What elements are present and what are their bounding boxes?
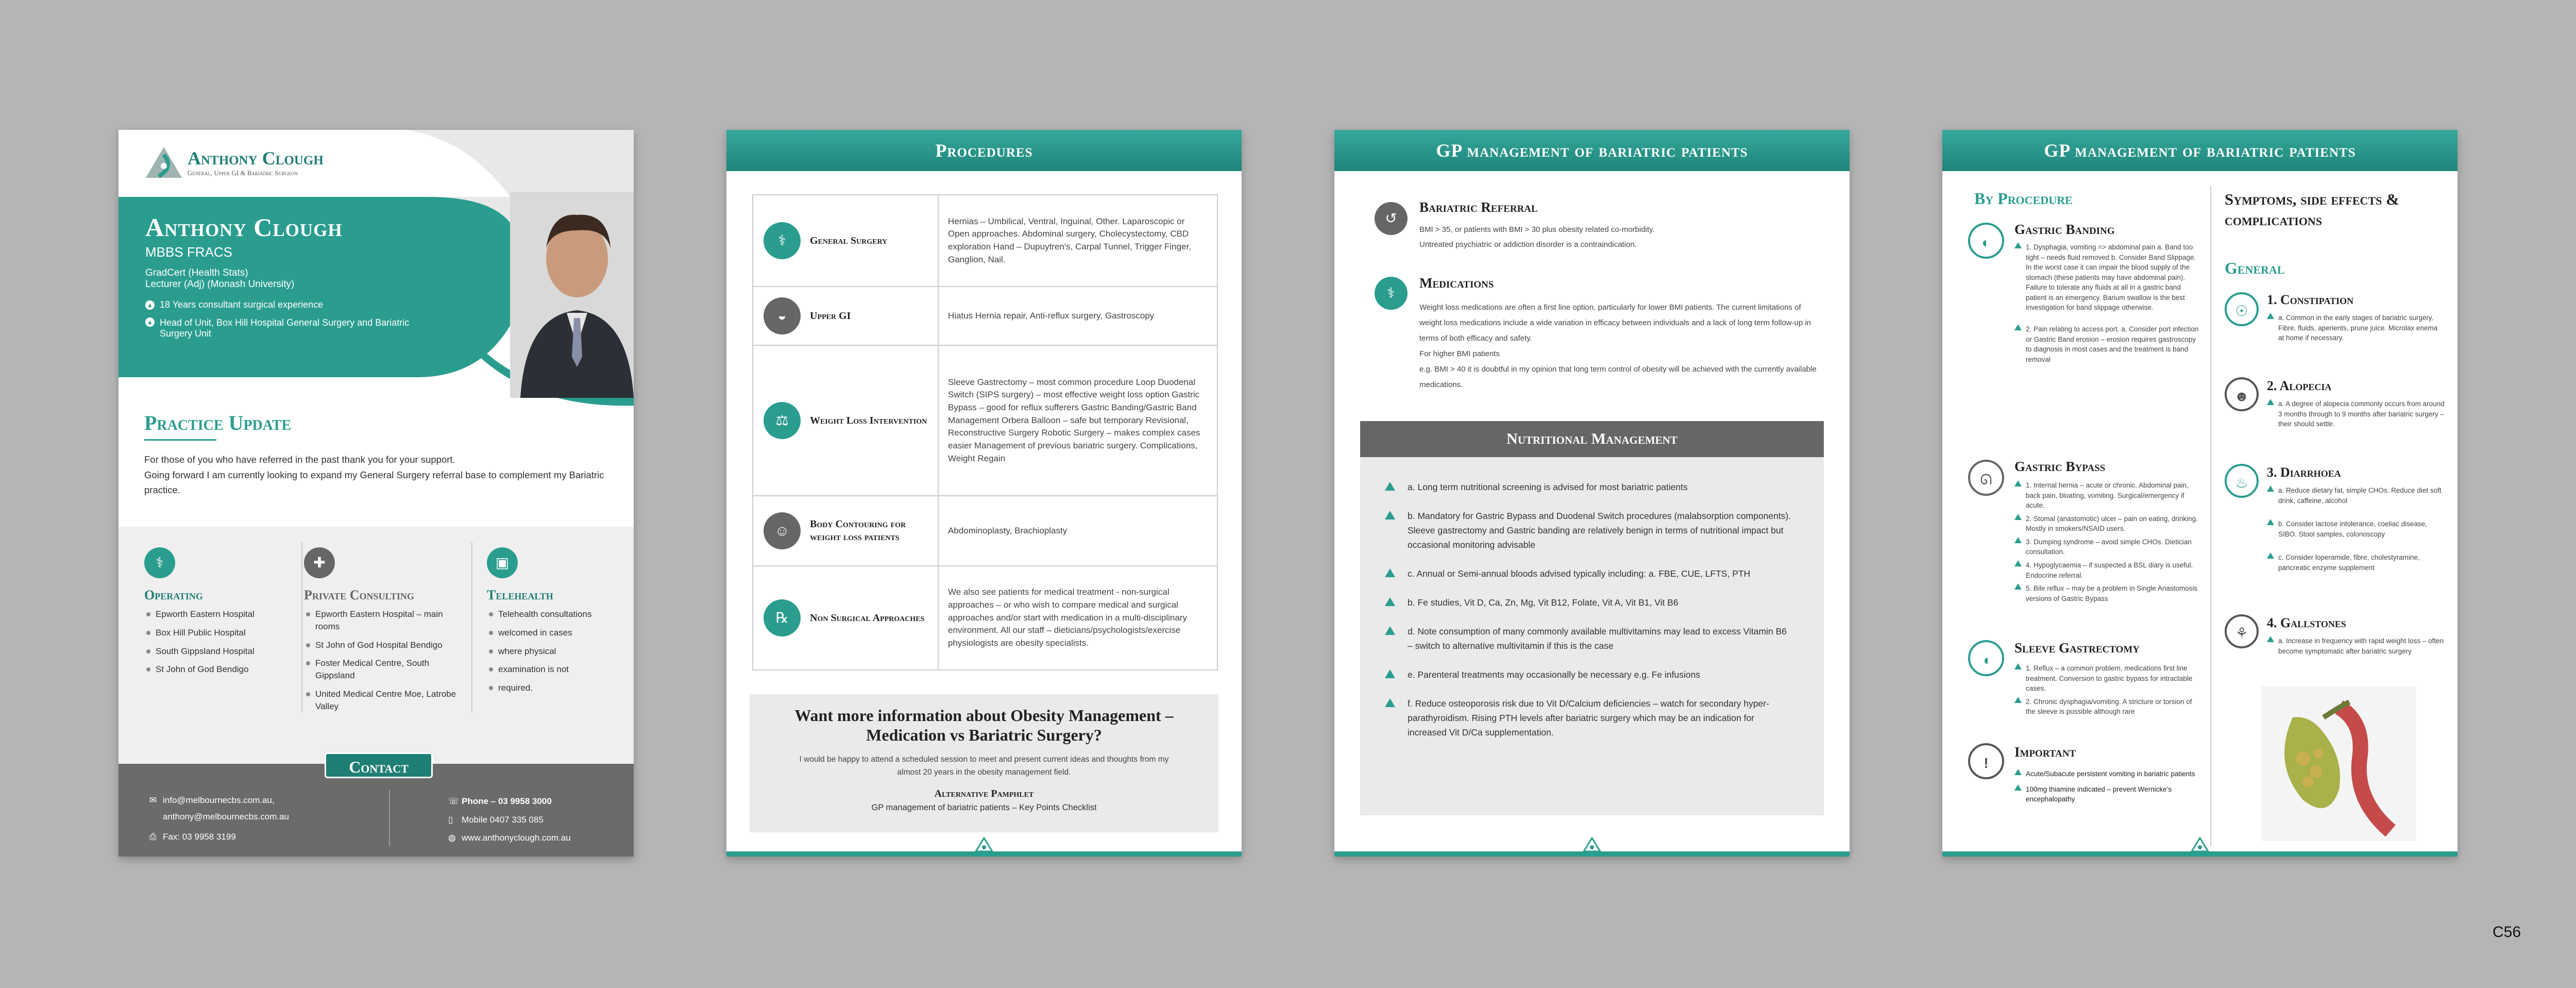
constipation-text: a. Common in the early stages of bariatric surgery. Fibre, fluids, aperients, prune juice. Microlax enema at home if necessary. [2267,313,2445,343]
alt-pamphlet-title: Alternative Pamphlet [934,788,1034,800]
more-info-box [750,694,1218,832]
list-item: 2. Chronic dysphagia/vomiting. A stricture or torsion of the sleeve is possible although rare [2014,697,2200,717]
alopecia-icon: ☻ [2225,377,2259,411]
constipation-title: 1. Constipation [2267,292,2354,307]
gallstones-icon: ⚘ [2225,614,2259,648]
surgeon-photo [510,192,634,398]
triangle-icon [1385,698,1395,707]
contact-button[interactable]: Contact [325,752,433,778]
operating-list: Epworth Eastern Hospital Box Hill Public Hospital South Gippsland Hospital St John of God Bendigo [144,608,283,676]
triangle-icon [1385,626,1395,635]
more-info-text: I would be happy to attend a scheduled session to meet and present current ideas and thoughts from my almost 20 years in the obesity management field. [799,755,1169,777]
column-divider [2210,187,2211,846]
list-item: 4. Hypoglycaemia – if suspected a BSL diary is useful. Endocrine referral. [2014,560,2200,580]
footer-logo-icon [975,837,993,852]
gp-management-header-2: GP management of bariatric patients [1942,130,2458,171]
list-item: 3. Dumping syndrome – avoid simple CHOs. Dietician consultation. [2014,537,2200,557]
procedures-header: Procedures [726,130,1242,171]
gallbladder-illustration [2262,686,2416,841]
important-list [2014,769,2200,808]
gp-management-page-2 [1942,130,2458,857]
gastric-banding-title: Gastric Banding [2014,222,2115,237]
mobile-icon: ▯ [448,814,453,825]
procedures-page [726,130,1242,857]
table-row: ☺ Body Contouring for weight loss patients Abdominoplasty, Brachioplasty [753,496,1217,566]
body-icon: ☺ [764,512,801,549]
medications-text: Weight loss medications are often a first line option, particularly for lower BMI patients. The current limitations of weight loss medications include a wide variation in efficacy between individuals and a lack of long term follow-up in terms of both efficacy and safety. For higher BMI patients e.g. BMI > 40 it is doubtful in my opinion that long term control of obesity will be achieved with the currently available medications. [1419,303,1817,389]
stomach-band-icon: ◐ [1968,223,2004,259]
phone-icon: ☏ [448,796,460,806]
email-icon: ✉ [149,795,157,805]
gastric-bypass-title: Gastric Bypass [2014,459,2106,474]
list-item: f. Reduce osteoporosis risk due to Vit D/Calcium deficiencies – watch for secondary hyper-parathyroidism. Rising PTH levels after bariatric surgery which may be an indication for increased Vit D/Ca supplementation. [1381,696,1793,740]
symptoms-title: Symptoms, side effects & complications [2225,190,2399,229]
triangle-icon [2014,324,2022,330]
table-row: ◒ Upper GI Hiatus Hernia repair, Anti-reflux surgery, Gastroscopy [753,287,1217,346]
logo-mark-icon [143,144,184,180]
footer-logo-icon [1583,837,1601,852]
telehealth-heading: Telehealth [487,588,553,602]
divider [301,542,302,712]
pill-icon: ℞ [764,599,801,637]
doctor-degree: MBBS FRACS [145,244,233,260]
operating-heading: Operating [144,588,203,602]
doctor-info [145,212,434,339]
constipation-icon: ☉ [2225,292,2259,326]
list-item: Acute/Subacute persistent vomiting in bariatric patients [2014,769,2200,779]
telehealth-column [487,547,621,700]
update-body: For those of you who have referred in the past thank you for your support. Going forward I am currently looking to expand my General Surgery referral base to complement my Bariatric practice. [144,454,604,496]
triangle-icon [1385,597,1395,606]
list-item: d. Note consumption of many commonly available multivitamins may lead to excess Vitamin B6 – switch to alternative multivitamin if this is the case [1381,624,1793,653]
gastric-banding-text: 1. Dysphagia, vomiting => abdominal pain a. Band too tight – needs fluid removed b. Consider Band Slippage. In the worst case it can impair the blood supply of the stomach (these patients may have abdominal pain). Failure to tolerate any fluids at all in a gastric band patient is an emergency. Barium swallow is the best investigation for band slippage otherwise. 2. Pain relating to access port. a. Consider port infection or Gastric Band erosion – erosion requires gastroscopy to diagnosis in most cases and the treatment is band removal [2014,242,2200,364]
triangle-icon [2267,519,2274,525]
medication-icon: ⚕ [1375,277,1408,310]
diarrhoea-text: a. Reduce dietary fat, simple CHOs. Reduce diet soft drink, caffeine, alcohol b. Consider lactose intolerance, coeliac disease, SIBO. Stool samples, colonoscopy c. Consider loperamide, fibre, cholestyramine, pancreatic enzyme supplement [2267,485,2445,573]
divider [389,790,390,846]
gp-management-page-1 [1334,130,1850,857]
contact-right: ☏ Phone – 03 9958 3000 ▯ Mobile 0407 335 085 ◍ www.anthonyclough.com.au [448,792,571,847]
gp-management-header: GP management of bariatric patients [1334,130,1850,171]
divider [471,542,472,712]
by-procedure-title: By Procedure [1974,189,2073,208]
triangle-icon [2267,636,2274,642]
gallstones-title: 4. Gallstones [2267,615,2346,630]
surgery-icon: ⚕ [764,222,801,259]
diarrhoea-icon: ♨ [2225,464,2259,498]
list-item: 100mg thiamine indicated – prevent Wernicke's encephalopathy [2014,784,2200,805]
operating-column [144,547,283,682]
sleeve-gastrectomy-title: Sleeve Gastrectomy [2014,640,2140,656]
general-title: General [2225,259,2285,277]
nutrition-panel [1360,457,1824,815]
gallstones-text: a. Increase in frequency with rapid weight loss – often become symptomatic after bariatric surgery [2267,636,2445,656]
diarrhoea-title: 3. Diarrhoea [2267,465,2341,480]
doctor-qual-1: GradCert (Health Stats) [145,267,248,278]
sleeve-list [2014,663,2200,720]
doctor-name: Anthony Clough [145,213,343,242]
email-link-2[interactable]: anthony@melbournecbs.com.au [163,812,290,822]
title-underline [144,439,216,441]
consulting-icon: ✚ [304,547,335,578]
logo [143,144,324,180]
table-row: ⚕ General Surgery Hernias – Umbilical, Ventral, Inguinal, Other. Laparoscopic or Open approaches. Abdominal surgery, Cholecystectomy, CBD exploration Hand – Dupuytren's, Carpal Tunnel, Trigger Finger, Ganglion, Nail. [753,195,1217,287]
list-item: 1. Internal hernia – acute or chronic. Abdominal pain, back pain, bloating, vomiting. Surgical/emergency if acute. [2014,480,2200,511]
telehealth-icon: ▣ [487,547,518,578]
list-item: e. Parenteral treatments may occasionally be necessary e.g. Fe infusions [1381,667,1793,682]
triangle-icon [2267,485,2274,492]
list-item: b. Mandatory for Gastric Bypass and Duodenal Switch procedures (malabsorption components). Sleeve gastrectomy and Gastric banding are relatively benign in terms of nutritional impact but occasional monitoring advisable [1381,509,1793,552]
list-item: c. Annual or Semi-annual bloods advised typically including: a. FBE, CUE, LFTS, PTH [1381,566,1793,581]
nutrition-list [1360,457,1824,740]
list-item: a. Long term nutritional screening is advised for most bariatric patients [1381,480,1793,494]
consulting-heading: Private Consulting [304,588,414,602]
referral-text: BMI > 35, or patients with BMI > 30 plus obesity related co-morbidity. Untreated psychiatric or addiction disorder is a contraindication. [1419,225,1655,249]
triangle-icon [2267,399,2274,405]
important-title: Important [2014,744,2076,760]
list-item: b. Fe studies, Vit D, Ca, Zn, Mg, Vit B12, Folate, Vit A, Vit B1, Vit B6 [1381,595,1793,610]
triangle-icon [2267,313,2274,319]
gastric-bypass-list [2014,480,2200,607]
experience-line: ▲ 18 Years consultant surgical experience [145,299,434,310]
contact-left: ✉ info@melbournecbs.com.au, anthony@melbournecbs.com.au ⎙ Fax: 03 9958 3199 [149,792,289,845]
table-row: ℞ Non Surgical Approaches We also see patients for medical treatment - non-surgical approaches – or who wish to compare medical and surgical approaches and/or start with medication in a multi-disciplinary environment. All our staff – dieticians/psychologists/exercise physiologists are obesity specialists. [753,566,1217,669]
triangle-icon: ▲ [145,317,155,327]
fax-icon: ⎙ [149,831,157,842]
scale-icon: ⚖ [764,402,801,439]
procedures-table [752,194,1218,671]
alopecia-title: 2. Alopecia [2267,378,2332,393]
website-link[interactable]: www.anthonyclough.com.au [462,833,571,843]
operating-icon: ⚕ [144,547,175,578]
alopecia-text: a. A degree of alopecia commonly occurs from around 3 months through to 9 months after bariatric surgery – their should settle. [2267,399,2445,429]
globe-icon: ◍ [448,833,456,843]
corner-label: C56 [2493,924,2521,941]
logo-name: Anthony Clough [188,148,324,169]
triangle-icon: ▲ [145,300,155,310]
sleeve-icon: ◖ [1968,640,2004,676]
logo-tagline: General, Upper GI & Bariatric Surgeon [188,169,298,177]
list-item: 5. Bile reflux – may be a problem in Single Anastomosis versions of Gastric Bypass [2014,583,2200,604]
triangle-icon [2267,552,2274,559]
nutrition-header: Nutritional Management [1360,421,1824,457]
triangle-icon [2014,242,2022,248]
more-info-title: Want more information about Obesity Management – Medication vs Bariatric Surgery? [794,706,1174,745]
referral-icon: ↺ [1375,202,1408,235]
doctor-qual-2: Lecturer (Adj) (Monash University) [145,279,295,290]
telehealth-list: Telehealth consultations welcomed in cases where physical examination is not required. [487,608,621,694]
consulting-list: Epworth Eastern Hospital – main rooms St John of God Hospital Bendigo Foster Medical Centre, South Gippsland United Medical Centre Moe, Latrobe Valley [304,608,469,713]
table-row: ⚖ Weight Loss Intervention Sleeve Gastrectomy – most common procedure Loop Duodenal Switch (SIPS surgery) – most effective weight loss option Gastric Bypass – good for reflux sufferers Gastric Banding/Gastric Band Management Orbera Balloon – safe but temporary Revisional, Reconstructive Surgery Robotic Surgery – makes complex cases easier Management of previous bariatric surgery. Complications, Weight Regain [753,346,1217,496]
triangle-icon [1385,568,1395,577]
practice-update-page [118,130,634,857]
list-item: 2. Stomal (anastomotic) ulcer – pain on eating, drinking. Mostly in smokers/NSAID users. [2014,514,2200,534]
practice-update-title: Practice Update [144,411,292,434]
alt-pamphlet-text: GP management of bariatric patients – Key Points Checklist [871,803,1097,813]
triangle-icon [1385,511,1395,520]
medications-title: Medications [1419,275,1494,291]
email-link[interactable]: info@melbournecbs.com.au, [163,795,275,805]
list-item: 1. Reflux – a common problem, medications first line treatment. Conversion to gastric bypass for intractable cases. [2014,663,2200,694]
stomach-icon: ◒ [764,297,801,334]
referral-title: Bariatric Referral [1419,199,1538,215]
important-icon: ! [1968,743,2004,779]
head-of-unit-line: ▲ Head of Unit, Box Hill Hospital General Surgery and Bariatric Surgery Unit [145,317,434,339]
footer-logo-icon [2191,837,2209,852]
consulting-column [304,547,469,719]
triangle-icon [1385,669,1395,678]
triangle-icon [1385,482,1395,491]
bypass-icon: ᘏ [1968,460,2004,496]
